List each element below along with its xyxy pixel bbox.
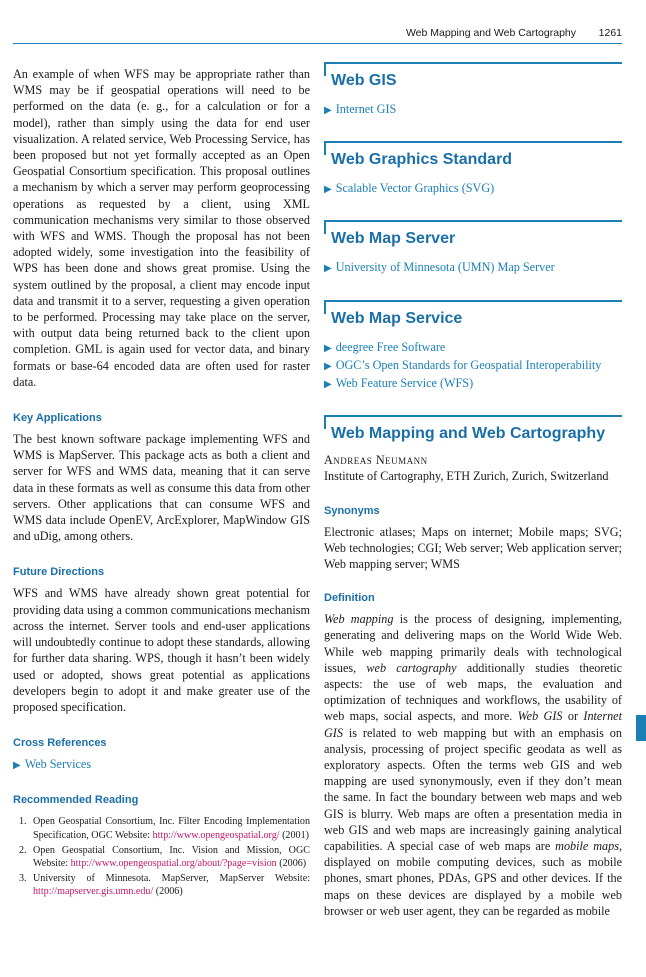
reference-year: (2006) (153, 886, 183, 898)
reference-item (13, 815, 310, 841)
entry-crossref-label: deegree Free Software (335, 339, 446, 354)
running-title: Web Mapping and Web Cartography (405, 27, 576, 39)
left-column (13, 66, 310, 901)
definition-text: additionally studies theoretic aspects: the use of web maps, the evaluation and optimization of techniques and workflows, the usability of web maps, social aspects, and more. (324, 660, 622, 724)
reference-item (13, 844, 310, 870)
page-header (0, 0, 646, 44)
article-web-mapping (324, 415, 622, 919)
future-directions-paragraph: WFS and WMS have already shown great potential for providing data using a common communications mechanism across the internet. Server tools and end-user applications will undoubtedly continue to adopt these standards, allowing for further data sharing. WPS, though it hasn’t been widely used or adopted, shows great potential as applications developers begin to adopt it and make greater use of the proposed specification. (13, 586, 310, 714)
page-number: 1261 (598, 27, 622, 39)
reference-year: (2006) (276, 857, 307, 869)
definition-text: , displayed on mobile computing devices, such as mobile phones, smart phones, PDAs, GPS and other devices. If the maps on these devices are displayed by a mobile web browser or web user agent, they can be regarded as mobile (324, 839, 622, 918)
synonyms-heading: Synonyms (324, 504, 380, 517)
entry-web-gis (324, 62, 622, 119)
triangle-bullet-icon: ▶ (324, 184, 332, 196)
triangle-bullet-icon: ▶ (324, 360, 332, 372)
future-directions-heading: Future Directions (13, 566, 105, 579)
definition-text: or (562, 709, 584, 724)
key-applications-paragraph: The best known software package implementing WFS and WMS is MapServer. This package acts as both a client and server for WFS and WMS data, meaning that it can serve data in these formats as well as consume this data from other servers. Other applications that can consume WFS and WMS data include OpenEV, ArcExplorer, MapWindow GIS and uDig, among others. (13, 432, 310, 544)
term-internet-gis: Internet GIS (324, 709, 622, 740)
right-column (324, 62, 622, 919)
entry-crossref[interactable] (324, 375, 622, 393)
entry-crossref[interactable] (324, 101, 622, 119)
entry-frame (324, 62, 622, 89)
reference-link[interactable]: http://www.opengeospatial.org/ (152, 829, 280, 841)
entry-title: Web Graphics Standard (331, 151, 513, 169)
triangle-bullet-icon: ▶ (324, 379, 332, 391)
term-web-mapping: Web mapping (324, 612, 394, 627)
cross-reference-item[interactable] (13, 756, 310, 774)
reference-item (13, 872, 310, 898)
triangle-bullet-icon: ▶ (324, 105, 332, 116)
thumb-index-tab (636, 715, 646, 741)
entry-title: Web GIS (331, 72, 397, 89)
definition-text: is the process of designing, implementing, generating and delivering maps on the World Wide Web. While web mapping primarily deals with technological issues, (324, 612, 622, 675)
entry-crossref-label: OGC’s Open Standards for Geospatial Interoperability (335, 357, 602, 372)
definition-paragraph (324, 611, 622, 919)
synonyms-paragraph: Electronic atlases; Maps on internet; Mobile maps; SVG; Web technologies; CGI; Web server; Web application server; Web mapping server; WMS (324, 524, 622, 572)
article-title: Web Mapping and Web Cartography (331, 425, 606, 443)
entry-crossref-label: Web Feature Service (WFS) (335, 376, 474, 391)
term-web-cartography: web cartography (366, 660, 457, 675)
article-frame (324, 415, 622, 443)
entry-crossref[interactable] (324, 259, 622, 277)
entry-frame (324, 141, 622, 169)
entry-web-map-server (324, 220, 622, 277)
entry-frame (324, 220, 622, 248)
author-name: Andreas Neumann (324, 453, 428, 468)
entry-crossref-label: University of Minnesota (UMN) Map Server (335, 260, 555, 275)
entry-crossref[interactable] (324, 357, 622, 375)
reference-number: 1. (19, 816, 27, 828)
reference-link[interactable]: http://mapserver.gis.umn.edu/ (33, 886, 154, 898)
intro-paragraph: An example of when WFS may be appropriate rather than WMS may be if geospatial operations will need to be performed on the data (e. g., for a calculation or for a model), rather than simply using the data for end user visualization. A related service, Web Processing Service, has been proposed but not yet formally accepted as an Open Geospatial Consortium specification. This proposal outlines a mechanism by which a server may perform geoprocessing operations as requested by a client, using XML communication mechanisms very similar to those observed with WFS and WMS. Though the proposal has not been adopted widely, some investigation into the feasibility of WPS has been done and shows great promise. Using the system outlined by the proposal, a client may encode input data and transmit it to a server, requesting a given operation to be performed. Processing may take place on the server, with output data being returned back to the client upon completion. GML is again used for vector data, and binary formats or base-64 encoded data are often used for raster data. (13, 67, 310, 389)
recommended-reading-heading: Recommended Reading (13, 794, 139, 807)
entry-title: Web Map Server (331, 230, 456, 248)
term-web-gis: Web GIS (517, 709, 563, 724)
entry-crossref-label: Internet GIS (335, 102, 397, 116)
cross-reference-label: Web Services (24, 757, 92, 772)
cross-references-heading: Cross References (13, 737, 107, 750)
reference-year: (2001) (279, 829, 309, 841)
definition-heading: Definition (324, 592, 375, 605)
triangle-bullet-icon: ▶ (13, 760, 21, 772)
triangle-bullet-icon: ▶ (324, 263, 332, 275)
triangle-bullet-icon: ▶ (324, 342, 332, 354)
key-applications-heading: Key Applications (13, 412, 102, 425)
entry-title: Web Map Service (331, 309, 463, 327)
entry-web-map-service (324, 300, 622, 394)
author-affiliation: Institute of Cartography, ETH Zurich, Zurich, Switzerland (324, 469, 609, 484)
reference-text: Open Geospatial Consortium, Inc. Vision and Mission, OGC Website: (33, 844, 310, 869)
entry-crossref-label: Scalable Vector Graphics (SVG) (335, 181, 495, 196)
entry-frame (324, 300, 622, 327)
reference-link[interactable]: http://www.opengeospatial.org/about/?page=vision (70, 857, 277, 869)
entry-crossref[interactable] (324, 339, 622, 357)
definition-text: is related to web mapping but with an emphasis on analysis, processing of project specific geodata as well as exploratory aspects. Often the terms web GIS and web mapping are used synonymously, even if they don’t mean the same. In fact the boundary between web maps and web GIS is blurry. Web maps are often a presentation media in web GIS and web maps are increasingly gaining analytical capabilities. A special case of web maps are (324, 725, 622, 854)
reference-number: 2. (19, 844, 27, 856)
entry-crossref[interactable] (324, 180, 622, 198)
reference-number: 3. (19, 873, 27, 885)
reference-list (13, 815, 310, 898)
header-rule (13, 43, 622, 44)
entry-web-graphics-standard (324, 141, 622, 198)
term-mobile-maps: mobile maps (555, 839, 619, 854)
reference-text: Open Geospatial Consortium, Inc. Filter Encoding Implementation Specification, OGC Website: (33, 816, 310, 841)
reference-text: University of Minnesota. MapServer, MapServer Website: (33, 873, 310, 885)
